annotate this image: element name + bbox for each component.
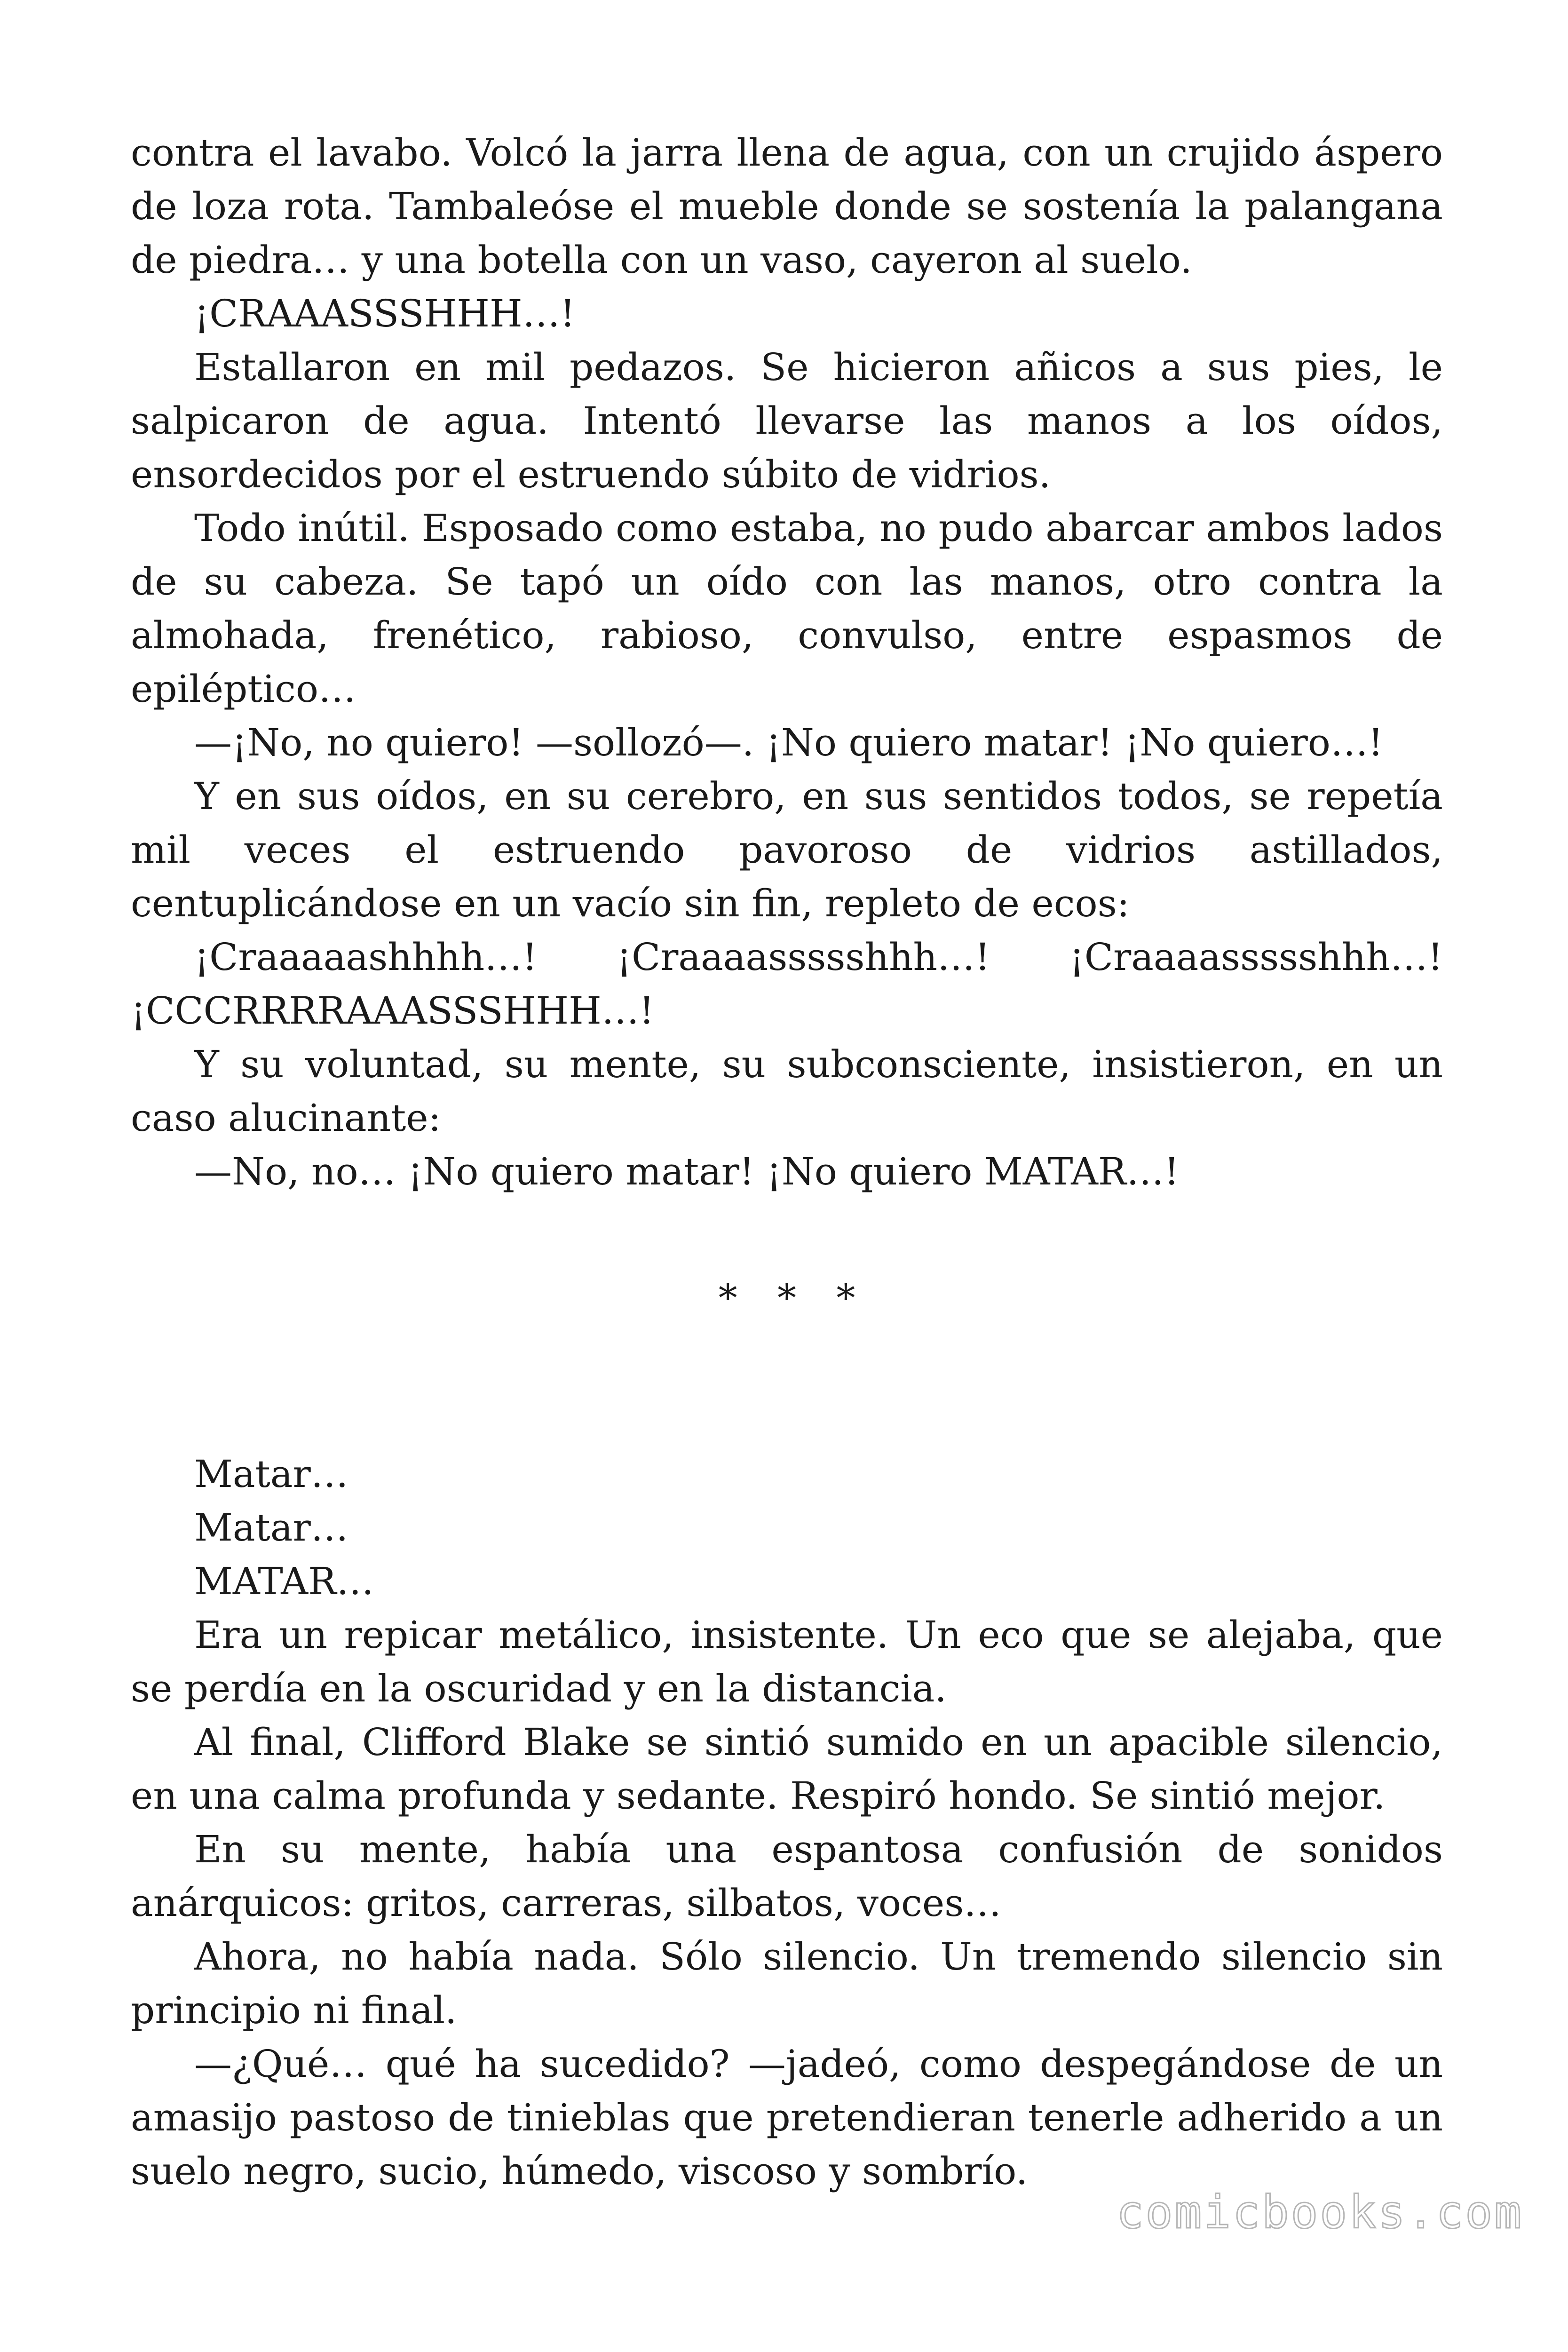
paragraph: —¡No, no quiero! —sollozó—. ¡No quiero matar! ¡No quiero…! — [194, 721, 1384, 764]
paragraph: En su mente, había una espantosa confusión de sonidos anárquicos: gritos, carreras, silbatos, voces… — [131, 1828, 1443, 1925]
book-page — [131, 126, 1443, 2198]
paragraph: Todo inútil. Esposado como estaba, no pudo abarcar ambos lados de su cabeza. Se tapó un oído con las manos, otro contra la almohada, frenético, rabioso, convulso, entre espasmos de epiléptico… — [131, 506, 1443, 711]
paragraph: Matar… — [194, 1506, 348, 1549]
paragraph: Estallaron en mil pedazos. Se hicieron añicos a sus pies, le salpicaron de agua. Intentó llevarse las manos a los oídos, ensordecidos por el estruendo súbito de vidrios. — [131, 345, 1443, 496]
paragraph: Matar… — [194, 1452, 348, 1496]
paragraph: Ahora, no había nada. Sólo silencio. Un tremendo silencio sin principio ni final. — [131, 1935, 1443, 2032]
paragraph: Y en sus oídos, en su cerebro, en sus sentidos todos, se repetía mil veces el estruendo pavoroso de vidrios astillados, centuplicándose en un vacío sin fin, repleto de ecos: — [131, 774, 1443, 925]
paragraph: contra el lavabo. Volcó la jarra llena de agua, con un crujido áspero de loza rota. Tambaleóse el mueble donde se sostenía la palangana de piedra… y una botella con un vaso, cayeron al suelo. — [131, 131, 1443, 282]
paragraph: Al final, Clifford Blake se sintió sumido en un apacible silencio, en una calma profunda y sedante. Respiró hondo. Se sintió mejor. — [131, 1720, 1443, 1818]
paragraph: ¡Craaaaashhhh…! ¡Craaaassssshhh…! ¡Craaaassssshhh…! ¡CCCRRRRAAASSSHHH…! — [131, 935, 1443, 1033]
section-separator: * * * — [718, 1276, 870, 1320]
paragraph: MATAR… — [194, 1559, 374, 1603]
paragraph: Y su voluntad, su mente, su subconsciente, insistieron, en un caso alucinante: — [131, 1042, 1443, 1140]
paragraph: ¡CRAAASSSHHH…! — [194, 292, 575, 335]
paragraph: —¿Qué… qué ha sucedido? —jadeó, como despegándose de un amasijo pastoso de tinieblas que pretendieran tenerle adherido a un suelo negro, sucio, húmedo, viscoso y sombrío. — [131, 2042, 1443, 2193]
paragraph: Era un repicar metálico, insistente. Un eco que se alejaba, que se perdía en la oscuridad y en la distancia. — [131, 1613, 1443, 1710]
paragraph: —No, no… ¡No quiero matar! ¡No quiero MATAR…! — [194, 1150, 1180, 1193]
site-watermark: comicbooks.com — [1116, 2186, 1523, 2239]
